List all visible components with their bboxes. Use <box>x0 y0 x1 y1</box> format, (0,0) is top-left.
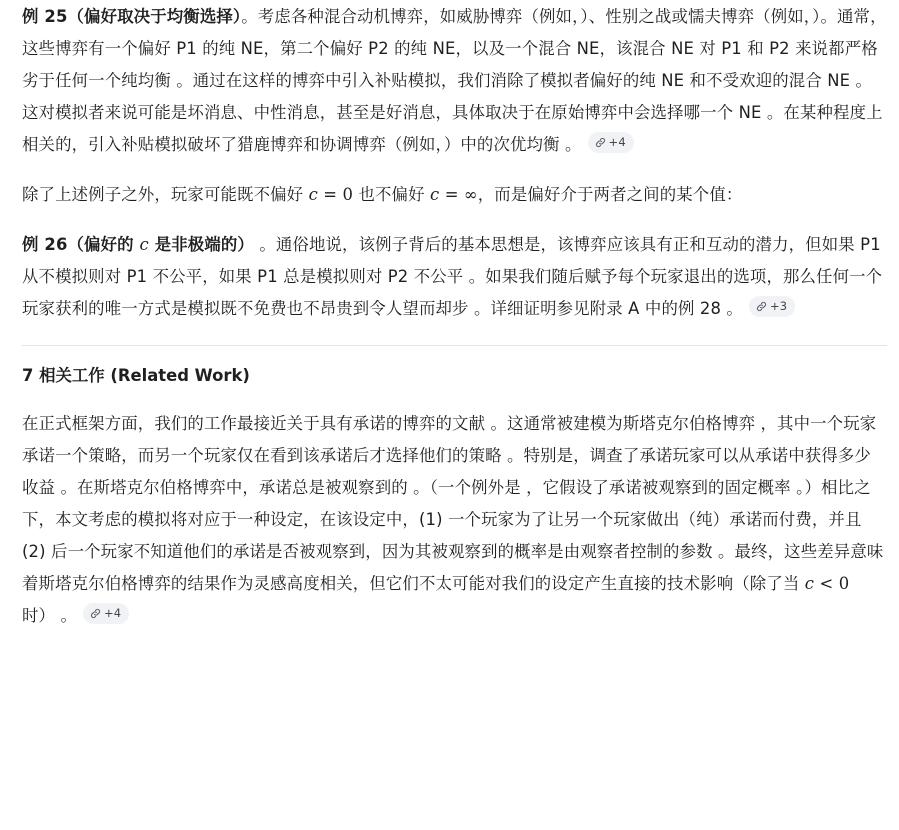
math-var-c: c <box>804 574 815 593</box>
paragraph-preference-c <box>22 179 887 211</box>
math-var-c: c <box>139 235 149 254</box>
section-title-related-work: 7 相关工作 (Related Work) <box>22 366 250 385</box>
example-25-body: 。考虑各种混合动机博弈，如威胁博弈（例如，）、性别之战或懦夫博弈（例如，）。通常，这些博弈有一个偏好 P1 的纯 NE，第二个偏好 P2 的纯 NE，以及一个混合 NE，该混合 NE 对 P1 和 P2 来说都严格劣于任何一个纯均衡 。通过在这样的博弈中引入补贴模拟，我们消除了模拟者偏好的纯 NE 和不受欢迎的混合 NE 。这对模拟者来说可能是坏消息、中性消息，甚至是好消息，具体取决于在原始博弈中会选择哪一个 NE 。在某种程度上相关的，引入补贴模拟破坏了猎鹿博弈和协调博弈（例如，）中的次优均衡 。 <box>22 7 887 154</box>
math-rel-less-zero: < 0 <box>814 574 850 593</box>
example-26-heading <box>22 235 254 254</box>
citation-chip-3[interactable] <box>83 603 129 624</box>
link-icon <box>595 137 606 148</box>
link-icon <box>756 301 767 312</box>
p2-text-c: ，而是偏好介于两者之间的某个值： <box>477 185 743 204</box>
example-26-body: 。通俗地说，该例子背后的基本思想是，该博弈应该具有正和互动的潜力，但如果 P1 从不模拟则对 P1 不公平，如果 P1 总是模拟则对 P2 不公平 。如果我们随后赋予每个玩家退出的选项，那么任何一个玩家获利的唯一方式是模拟既不免费也不昂贵到令人望而却步 。详细证明参见附录 A 中的例 28 。 <box>22 235 883 318</box>
math-rel-zero: = 0 <box>317 185 354 204</box>
math-var-c: c <box>429 185 440 204</box>
related-work-body-end: 时） 。 <box>22 606 77 625</box>
math-var-c: c <box>308 185 318 204</box>
link-icon <box>90 608 101 619</box>
example-25-heading: 例 25（偏好取决于均衡选择） <box>22 7 242 26</box>
paragraph-example-26 <box>22 229 887 325</box>
citation-chip-1[interactable] <box>588 132 634 153</box>
math-c-equals-zero <box>309 185 354 204</box>
example-26-heading-a: 例 26（偏好的 <box>22 235 140 254</box>
paragraph-related-work <box>22 408 887 632</box>
p2-text-b: 也不偏好 <box>353 185 430 204</box>
citation-count-2: +3 <box>769 299 788 313</box>
section-divider <box>22 345 887 346</box>
math-c-equals-infinity <box>430 185 478 204</box>
example-26-heading-b: 是非极端的） <box>148 235 254 254</box>
citation-count-3: +4 <box>103 606 122 620</box>
citation-count-1: +4 <box>608 135 626 149</box>
related-work-body: 在正式框架方面，我们的工作最接近关于具有承诺的博弈的文献 。这通常被建模为斯塔克尔伯格博弈 ，其中一个玩家承诺一个策略，而另一个玩家仅在看到该承诺后才选择他们的策略 。特别是，调查了承诺玩家可以从承诺中获得多少收益 。在斯塔克尔伯格博弈中，承诺总是被观察到的 。（一个例外是 ，它假设了承诺被观察到的固定概率 。）相比之下，本文考虑的模拟将对应于一种设定，在该设定中，(1) 一个玩家为了让另一个玩家做出（纯）承诺而付费，并且 (2) 后一个玩家不知道他们的承诺是否被观察到，因为其被观察到的概率是由观察者控制的参数 。最终，这些差异意味着斯塔克尔伯格博弈的结果作为灵感高度相关，但它们不太可能对我们的设定产生直接的技术影响（除了当 <box>22 414 884 593</box>
citation-chip-2[interactable] <box>749 296 795 317</box>
math-c-less-than-zero <box>805 574 850 593</box>
math-rel-infinity: = ∞ <box>439 185 478 204</box>
paragraph-example-25 <box>22 0 887 161</box>
p2-text-a: 除了上述例子之外，玩家可能既不偏好 <box>22 185 309 204</box>
